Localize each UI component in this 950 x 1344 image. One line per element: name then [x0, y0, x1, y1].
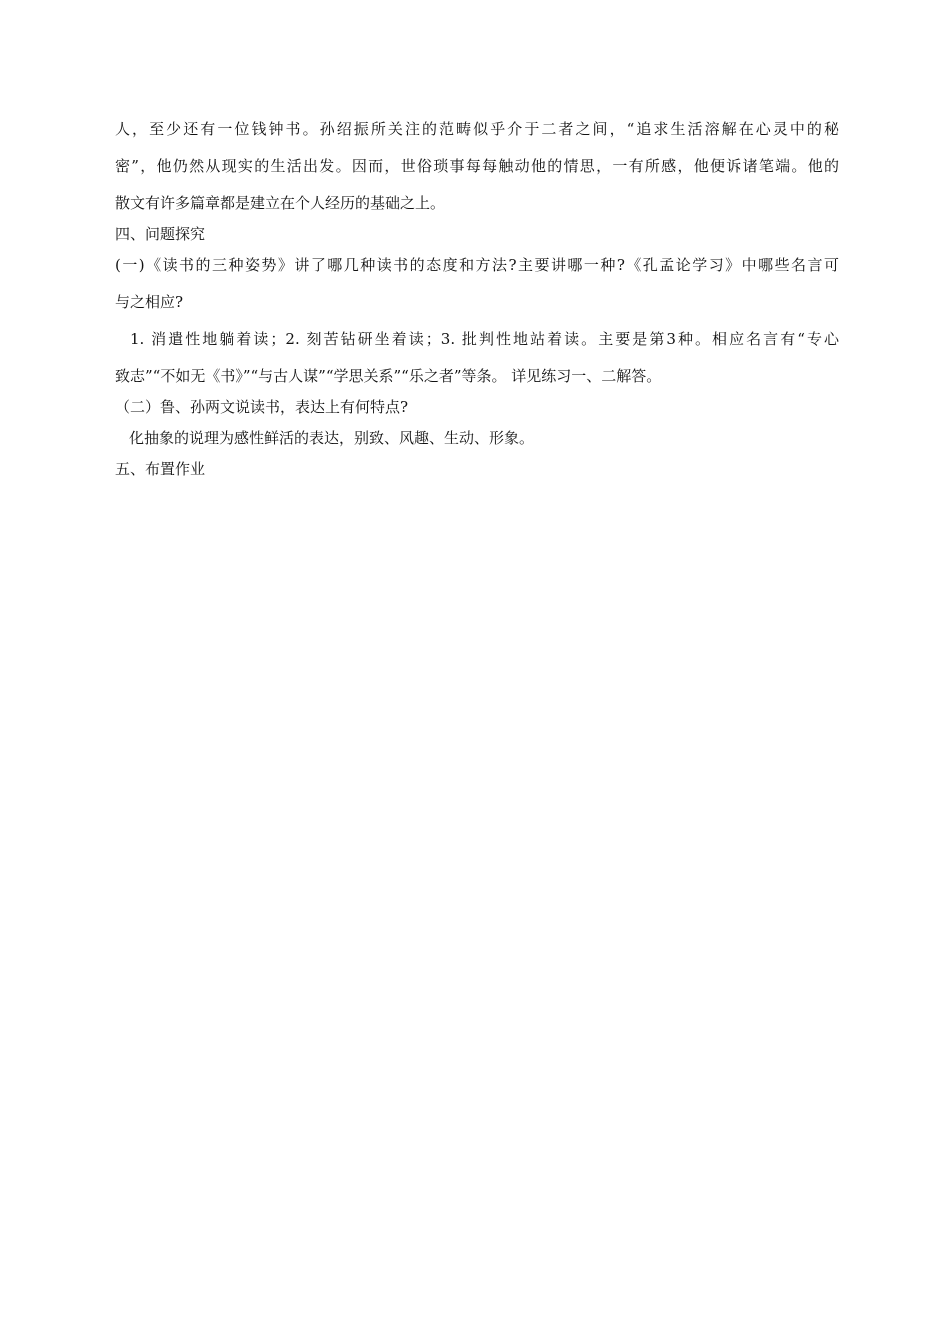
- section-4-heading: 四、问题探究: [115, 225, 206, 243]
- question-2: （二）鲁、孙两文说读书，表达上有何特点?: [115, 398, 409, 416]
- paragraph-1-line-2: 密”，他仍然从现实的生活出发。因而，世俗琐事每每触动他的情思，一有所感，他便诉诸笔端。他的: [115, 157, 839, 175]
- question-1-line-1: (一)《读书的三种姿势》讲了哪几种读书的态度和方法?主要讲哪一种?《孔孟论学习》中哪些名言可: [115, 256, 839, 274]
- answer-1-line-1: 1. 消遣性地躺着读；2. 刻苦钻研坐着读；3. 批判性地站着读。主要是第3种。相应名言有“专心: [130, 330, 839, 348]
- paragraph-1-line-1: 人，至少还有一位钱钟书。孙绍振所关注的范畴似乎介于二者之间，“追求生活溶解在心灵中的秘: [115, 120, 839, 138]
- section-5-heading: 五、布置作业: [115, 460, 206, 478]
- answer-2: 化抽象的说理为感性鲜活的表达，别致、风趣、生动、形象。: [129, 429, 535, 447]
- question-1-line-2: 与之相应?: [115, 293, 184, 311]
- answer-1-line-2: 致志”“不如无《书》”“与古人谋”“学思关系”“乐之者”等条。 详见练习一、二解答。: [115, 367, 662, 385]
- paragraph-1-line-3: 散文有许多篇章都是建立在个人经历的基础之上。: [115, 194, 446, 212]
- document-body: [115, 118, 839, 480]
